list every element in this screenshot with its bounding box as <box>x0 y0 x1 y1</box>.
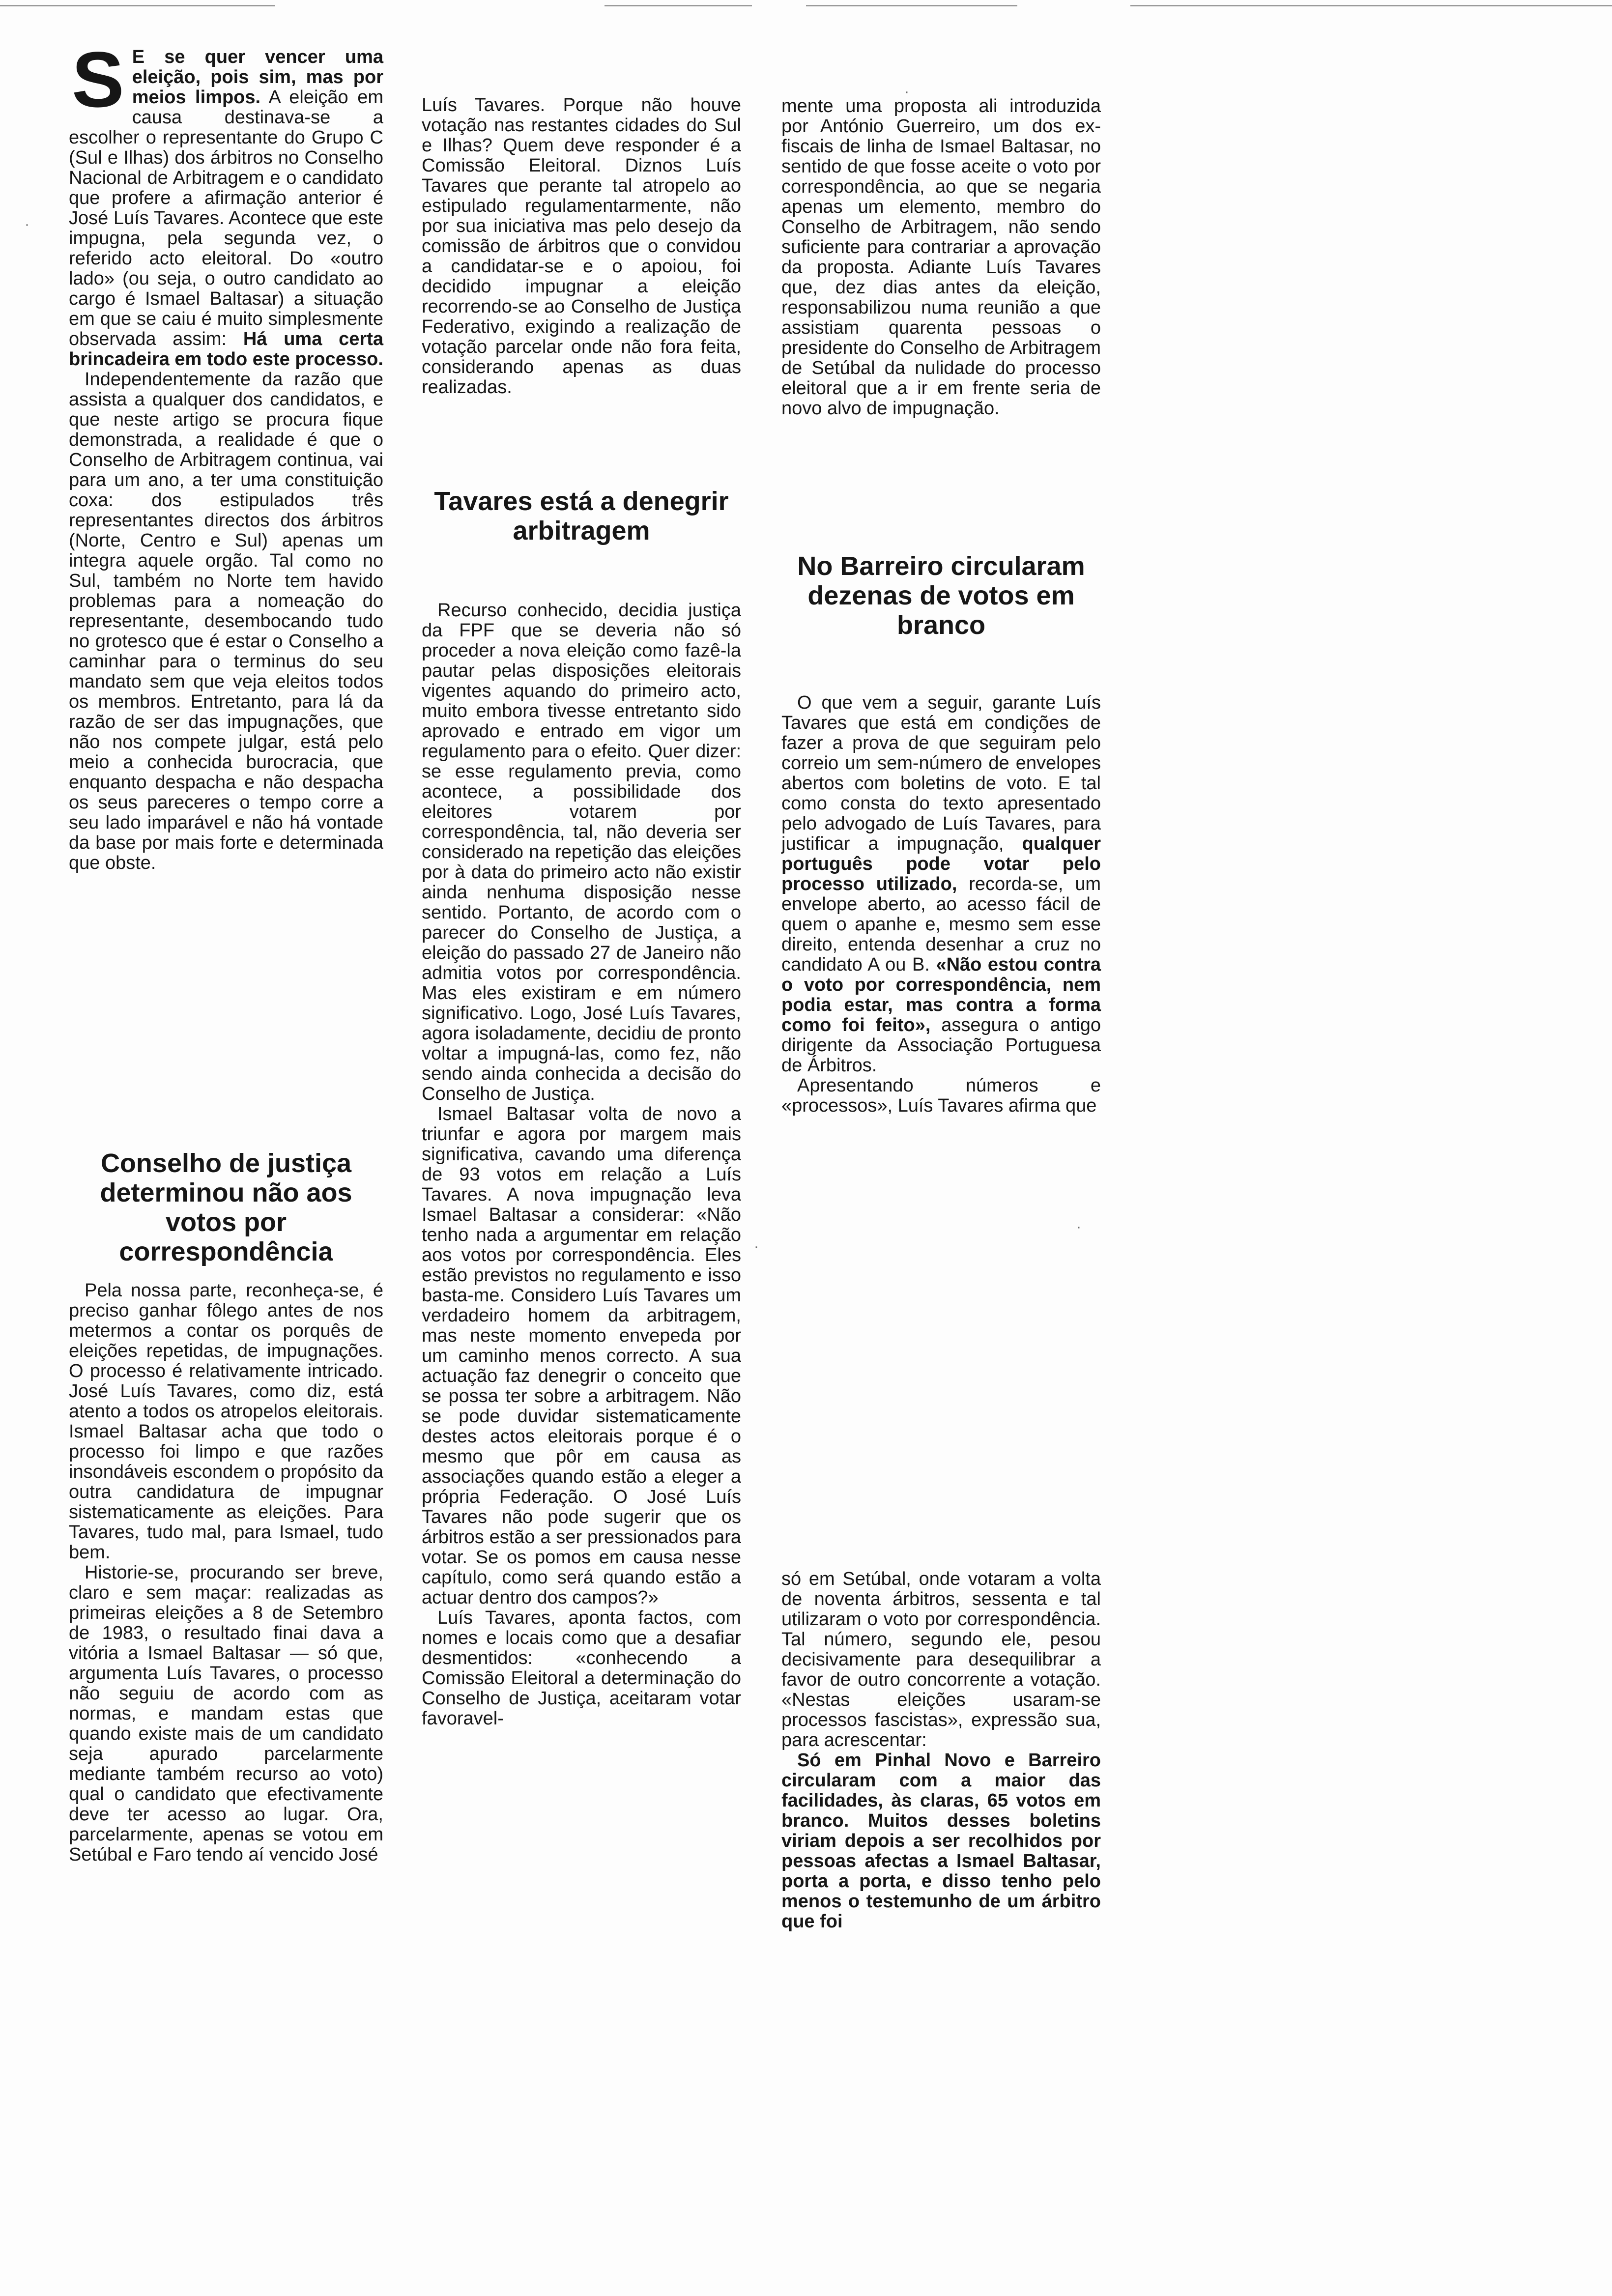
headline-tavares-arbitragem: Tavares está a denegrir arbitragem <box>434 487 729 545</box>
scan-edge-line <box>806 5 1017 6</box>
lead-paragraph <box>69 35 383 370</box>
article-column-2 <box>422 95 741 398</box>
lead-bold-opening: E se quer vencer uma eleição, pois sim, mas por meios limpos. <box>132 47 383 108</box>
blank-column-space <box>781 1248 1101 1543</box>
lead-text: A eleição em causa destinava-se a escolher o representante do Grupo C (Sul e Ilhas) dos árbitros no Conselho Nacional de Arbitragem e o candidato que profere a afirmação anterior é José Luís Tavares. Acontece que este impugna, pela segunda vez, o referido acto eleitoral. Do «outro lado» (ou seja, o outro candidato ao cargo é Ismael Baltasar) a situação em que se caiu é muito simplesmente observada assim: <box>69 87 383 349</box>
scan-edge-line <box>1130 5 1612 6</box>
col3-paragraph: mente uma proposta ali introduzida por António Guerreiro, um dos ex-fiscais de linha de Ismael Baltasar, no sentido de que fosse aceite o voto por correspondência, ao que se negaria apenas um elemento, membro do Conselho de Arbitragem, não sendo suficiente para contrariar a aprovação da proposta. Adiante Luís Tavares que, dez dias antes da eleição, responsabilizou numa reunião a que assistiam quarenta pessoas o presidente do Conselho de Arbitragem de Setúbal da nulidade do processo eleitoral que a ir em frente seria de novo alvo de impugnação. <box>781 96 1101 419</box>
dropcap-letter: S <box>72 35 124 123</box>
article-column-2-lower <box>422 601 741 1729</box>
col3-paragraph: Apresentando números e «processos», Luís Tavares afirma que <box>781 1075 1101 1116</box>
col1-paragraph: Historie-se, procurando ser breve, claro e sem maçar: realizadas as primeiras eleições a 8 de Setembro de 1983, o resultado finai dava a vitória a Ismael Baltasar — só que, argumenta Luís Tavares, o processo não seguiu de acordo com as normas, e mandam estas que quando existe mais de um candidato seja apurado parcelarmente mediante também recurso ao voto) qual o candidato que efectivamente deve ter acesso ao lugar. Ora, parcelarmente, apenas se votou em Setúbal e Faro tendo aí vencido José <box>69 1562 383 1865</box>
scan-speck: · <box>904 84 909 100</box>
col2-paragraph: Luís Tavares, aponta factos, com nomes e locais como que a desafiar desmentidos: «conhecendo a Comissão Eleitoral a determinação do Conselho de Justiça, aceitaram votar favoravel- <box>422 1607 741 1729</box>
article-column-1 <box>69 35 383 873</box>
article-column-3-lower <box>781 1569 1101 1932</box>
col3-bold-paragraph: Só em Pinhal Novo e Barreiro circularam com a maior das facilidades, às claras, 65 votos em branco. Muitos desses boletins viriam depois a ser recolhidos por pessoas afectas a Ismael Baltasar, porta a porta, e disso tenho pelo menos o testemunho de um árbitro que foi <box>781 1750 1101 1932</box>
col3-bold-text: qualquer português pode votar pelo processo utilizado, <box>781 833 1101 894</box>
article-column-3 <box>781 96 1101 419</box>
col2-paragraph: Ismael Baltasar volta de novo a triunfar e agora por margem mais significativa, cavando uma diferença de 93 votos em relação a Luís Tavares. A nova impugnação leva Ismael Baltasar a considerar: «Não tenho nada a argumentar em relação aos votos por correspondência. Eles estão previstos no regulamento e isso basta-me. Considero Luís Tavares um verdadeiro homem da arbitragem, mas neste momento enveреda por um caminho menos correcto. A sua actuação faz denegrir o conceito que se possa ter sobre a arbitragem. Não se pode duvidar sistematicamente destes actos eleitorais porque é o mesmo que pôr em causa as associações quando estão a eleger a própria Federação. O José Luís Tavares não pode sugerir que os árbitros estão a ser pressionados para votar. Se os pomos em causa nesse capítulo, como será quando estão a actuar dentro dos campos?» <box>422 1104 741 1608</box>
article-column-1-lower <box>69 1281 383 1865</box>
col1-paragraph: Pela nossa parte, reconheça-se, é preciso ganhar fôlego antes de nos metermos a contar os porquês de eleições repetidas, de impugnações. O processo é relativamente intricado. José Luís Tavares, como diz, está atento a todos os atropelos eleitorais. Ismael Baltasar acha que todo o processo foi limpo e que razões insondáveis escondem o propósito da outra candidatura de impugnar sistematicamente as eleições. Para Tavares, tudo mal, para Ismael, tudo bem. <box>69 1280 383 1563</box>
headline-barreiro-votos: No Barreiro circularam dezenas de votos em branco <box>797 551 1085 640</box>
article-column-3-middle <box>781 693 1101 1116</box>
scan-speck: · <box>25 216 29 232</box>
lead-bold-closing: Há uma certa brincadeira em todo este processo. <box>69 329 383 370</box>
col3-text: recorda-se, um envelope aberto, ao acesso fácil de quem o apanhe e, mesmo sem esse direito, entenda desenhar a cruz no candidato A ou B. <box>781 874 1101 975</box>
col3-bold-quote: «Não estou contra o voto por correspondência, nem podia estar, mas contra a forma como foi feito», <box>781 954 1101 1035</box>
scan-speck: · <box>1076 1219 1081 1235</box>
scan-edge-line <box>0 5 275 6</box>
col3-paragraph: só em Setúbal, onde votaram a volta de noventa árbitros, sessenta e tal utilizaram o voto por correspondência. Tal número, segundo ele, pesou decisivamente para desequilibrar a favor de outro concorrente a votação. «Nestas eleições usaram-se processos fascistas», expressão sua, para acrescentar: <box>781 1569 1101 1751</box>
col2-paragraph: Luís Tavares. Porque não houve votação nas restantes cidades do Sul e Ilhas? Quem deve responder é a Comissão Eleitoral. Diznos Luís Tavares que perante tal atropelo ao estipulado regulamentarmente, não por sua iniciativa mas pelo desejo da comissão de árbitros que o convidou a candidatar-se e o apoiou, foi decidido impugnar a eleição recorrendo-se ao Conselho de Justiça Federativo, exigindo a realização de votação parcelar onde não fora feita, considerando apenas as duas realizadas. <box>422 95 741 398</box>
scan-speck: · <box>754 1238 759 1255</box>
scan-edge-line <box>604 5 752 6</box>
col2-paragraph: Recurso conhecido, decidia justiça da FPF que se deveria não só proceder a nova eleição como fazê-la pautar pelas disposições eleitorais vigentes aquando do primeiro acto, muito embora tivesse entretanto sido aprovado e entrado em vigor um regulamento para o efeito. Quer dizer: se esse regulamento previa, como acontece, a possibilidade dos eleitores votarem por correspondência, tal, não deveria ser considerado na repetição das eleições por à data do primeiro acto não existir ainda nenhuma disposição nesse sentido. Portanto, de acordo com o parecer do Conselho de Justiça, a eleição do passado 27 de Janeiro não admitia votos por correspondência. Mas eles existiram e em número significativo. Logo, José Luís Tavares, agora isoladamente, decidiu de pronto voltar a impugná-las, como fez, não sendo ainda conhecida a decisão do Conselho de Justiça. <box>422 600 741 1104</box>
col3-text: assegura o antigo dirigente da Associação Portuguesa de Árbitros. <box>781 1015 1101 1076</box>
col1-paragraph: Independentemente da razão que assista a qualquer dos candidatos, e que neste artigo se procura fique demonstrada, a realidade é que o Conselho de Arbitragem continua, vai para um ano, a ter uma constituição coxa: dos estipulados três representantes directos dos árbitros (Norte, Centro e Sul) apenas um integra aquele orgão. Tal como no Sul, também no Norte tem havido problemas para a nomeação do representante, desembocando tudo no grotesco que é estar o Conselho a caminhar para o terminus do seu mandato sem que veja eleitos todos os membros. Entretanto, para lá da razão de ser das impugnações, que não nos compete julgar, está pelo meio a conhecida burocracia, que enquanto despacha e não despacha os seus pareceres o tempo corre a seu lado imparável e não há vontade da base por mais forte e determinada que obste. <box>69 369 383 873</box>
col3-text: O que vem a seguir, garante Luís Tavares que está em condições de fazer a prova de que seguiram pelo correio um sem-número de envelopes abertos com boletins de voto. E tal como consta do texto apresentado pelo advogado de Luís Tavares, para justificar a impugnação, <box>781 692 1101 854</box>
headline-conselho-justica: Conselho de justiça determinou não aos votos por correspondência <box>100 1148 352 1266</box>
col3-paragraph <box>781 693 1101 1076</box>
